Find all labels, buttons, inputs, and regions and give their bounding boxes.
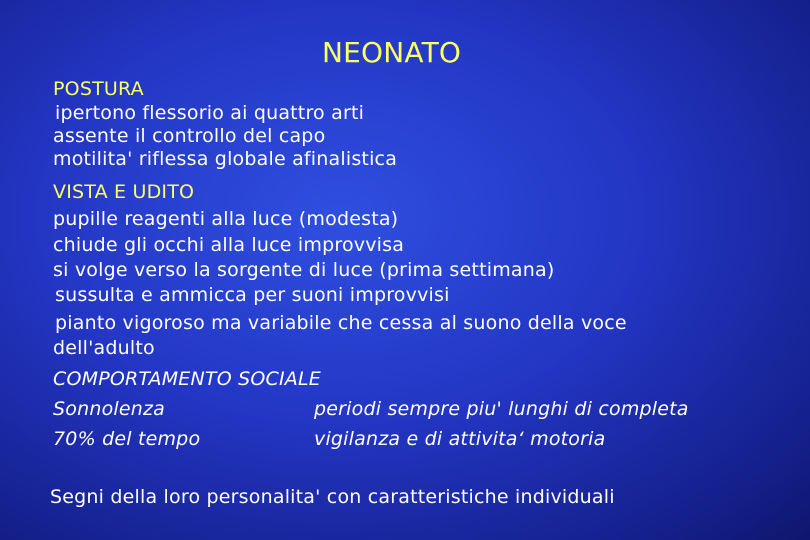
vista-udito-line-2: chiude gli occhi alla luce improvvisa [53,234,405,256]
comportamento-left-line-2: 70% del tempo [53,428,201,450]
postura-heading: POSTURA [53,78,144,100]
vista-udito-line-4: sussulta e ammicca per suoni improvvisi [55,284,450,306]
vista-udito-line-1: pupille reagenti alla luce (modesta) [53,208,399,230]
postura-line-2: assente il controllo del capo [53,125,326,147]
comportamento-right-line-1: periodi sempre piu' lunghi di completa [314,398,689,420]
postura-line-1: ipertono flessorio ai quattro arti [55,102,365,124]
postura-line-3: motilita' riflessa globale afinalistica [53,148,398,170]
comportamento-left-line-1: Sonnolenza [53,398,166,420]
vista-udito-heading: VISTA E UDITO [53,181,195,203]
slide-title: NEONATO [322,36,462,69]
vista-udito-line-5: pianto vigoroso ma variabile che cessa al suono della voce [55,312,627,334]
vista-udito-line-3: si volge verso la sorgente di luce (prima settimana) [53,259,555,281]
comportamento-right-line-2: vigilanza e di attivita‘ motoria [314,428,606,450]
footer-text: Segni della loro personalita' con caratteristiche individuali [50,486,615,508]
vista-udito-line-6: dell'adulto [53,337,155,359]
comportamento-sociale-heading: COMPORTAMENTO SOCIALE [53,368,321,390]
